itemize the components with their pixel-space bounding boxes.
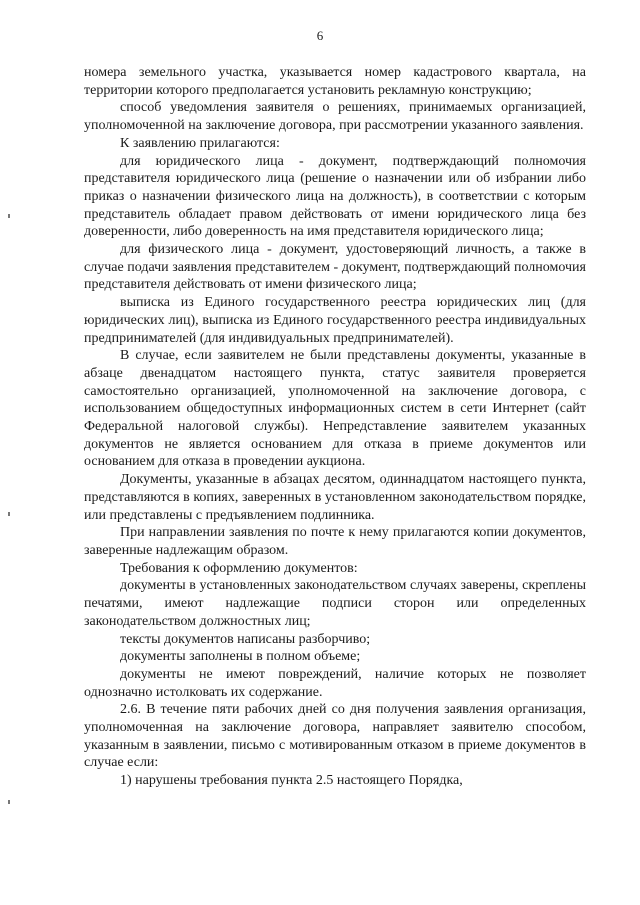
paragraph: способ уведомления заявителя о решениях, принимаемых организацией, уполномоченной на заключение договора, при рассмотрении указанного заявления. [84, 100, 586, 134]
scan-mark [8, 214, 10, 218]
paragraph: документы в установленных законодательством случаях заверены, скреплены печатями, имеют надлежащие подписи сторон или определенных законодательством должностных лиц; [84, 578, 586, 629]
paragraph: документы заполнены в полном объеме; [120, 649, 361, 665]
paragraph: При направлении заявления по почте к нему прилагаются копии документов, заверенные надлежащим образом. [84, 525, 586, 558]
paragraph: 1) нарушены требования пункта 2.5 настоящего Порядка, [120, 773, 463, 789]
paragraph: выписка из Единого государственного реестра юридических лиц (для юридических лиц), выписка из Единого государственного реестра индивидуальных предпринимателей (для индивидуальных предпринимателей). [84, 295, 586, 346]
paragraph: номера земельного участка, указывается номер кадастрового квартала, на территории которого предполагается установить рекламную конструкцию; [84, 65, 586, 98]
paragraph: В случае, если заявителем не были представлены документы, указанные в абзаце двенадцатом настоящего пункта, статус заявителя проверяется самостоятельно организацией, уполномоченной на заключение договора, с использованием общедоступных информационных систем в сети Интернет (сайт Федеральной налоговой службы). Непредставление заявителем указанных документов не является основанием для отказа в приеме документов или основанием для отказа в проведении аукциона. [84, 348, 586, 470]
paragraph: Требования к оформлению документов: [120, 560, 358, 576]
paragraph: для юридического лица - документ, подтверждающий полномочия представителя юридического лица (решение о назначении или об избрании либо приказ о назначении физического лица на должность), в соответствии с которым представитель обладает правом действовать от имени юридического лица без доверенности, либо доверенность на имя представителя юридического лица; [84, 153, 586, 240]
paragraph: К заявлению прилагаются: [120, 135, 280, 151]
paragraph: тексты документов написаны разборчиво; [120, 631, 371, 647]
paragraph: документы не имеют повреждений, наличие которых не позволяет однозначно истолковать их содержание. [84, 666, 586, 700]
page-number: 6 [316, 28, 324, 43]
scan-mark [8, 800, 10, 804]
paragraph: Документы, указанные в абзацах десятом, одиннадцатом настоящего пункта, представляются в копиях, заверенных в установленном законодательством порядке, или представлены с предъявлением подлинника. [84, 472, 586, 523]
paragraph: 2.6. В течение пяти рабочих дней со дня получения заявления организация, уполномоченная на заключение договора, направляет заявителю способом, указанным в заявлении, письмо с мотивированным отказом в приеме документов в случае если: [84, 702, 586, 771]
scan-mark [8, 512, 10, 516]
document-body [84, 64, 586, 790]
paragraph: для физического лица - документ, удостоверяющий личность, а также в случае подачи заявления представителем - документ, подтверждающий полномочия представителя действовать от имени физического лица; [84, 242, 586, 293]
